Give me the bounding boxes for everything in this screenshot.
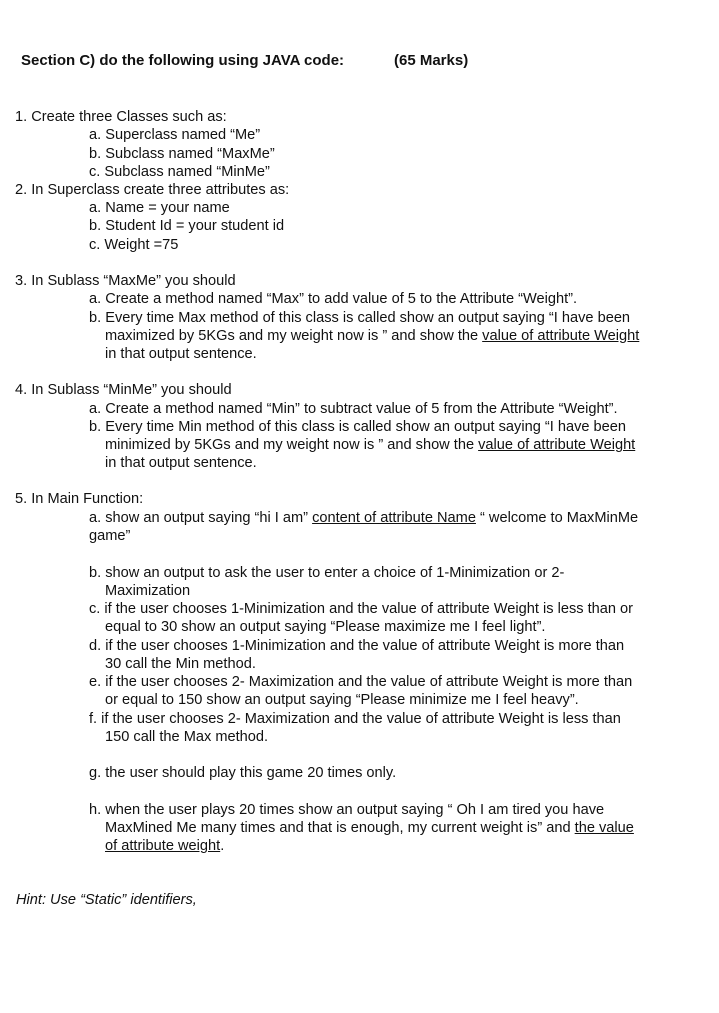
question-5-item-a-line2: game” [89,528,131,544]
question-3-b-text: maximized by 5KGs and my weight now is ” and show the [105,328,483,344]
question-5-item-h-line2 [105,819,634,837]
question-4-b-underlined: value of attribute Weight [478,437,636,453]
question-4-item-b-line3: in that output sentence. [105,455,257,471]
question-5-h-underlined: the value [574,820,634,836]
hint-text: Hint: Use “Static” identifiers, [16,892,197,908]
question-5-item-d-line1: d. if the user chooses 1-Minimization and the value of attribute Weight is more than [89,638,625,654]
question-5-item-c-line2: equal to 30 show an output saying “Please maximize me I feel light”. [105,619,546,635]
question-3-item-b-line3: in that output sentence. [105,346,257,362]
question-5-h-text: MaxMined Me many times and that is enough, my current weight is” and [105,820,575,836]
question-5-a-text: a. show an output saying “hi I am” [89,510,313,526]
question-5-item-f-line2: 150 call the Max method. [105,729,269,745]
question-4-item-a: a. Create a method named “Min” to subtract value of 5 from the Attribute “Weight”. [89,401,618,417]
question-4-item-b-line1: b. Every time Min method of this class is called show an output saying “I have been [89,419,626,435]
question-5-item-b-line2: Maximization [105,583,191,599]
section-marks: (65 Marks) [394,52,469,69]
question-2-item-a: a. Name = your name [89,200,230,216]
question-1-item-a: a. Superclass named “Me” [89,127,261,143]
question-1-title: 1. Create three Classes such as: [15,109,227,125]
question-4-b-text: minimized by 5KGs and my weight now is ” and show the [105,437,479,453]
question-2-title: 2. In Superclass create three attributes as: [15,182,290,198]
question-5-item-f-line1: f. if the user chooses 2- Maximization and the value of attribute Weight is less than [89,711,621,727]
question-5-item-a-line1 [89,509,638,527]
question-5-h-underlined-2: of attribute weight [105,838,221,854]
question-5-item-g: g. the user should play this game 20 times only. [89,765,397,781]
question-5-item-h-line1: h. when the user plays 20 times show an output saying “ Oh I am tired you have [89,802,605,818]
question-2-item-c: c. Weight =75 [89,237,179,253]
question-5-item-b-line1: b. show an output to ask the user to enter a choice of 1-Minimization or 2- [89,565,565,581]
question-3-item-b-line2 [105,327,639,345]
question-5-item-e-line2: or equal to 150 show an output saying “Please minimize me I feel heavy”. [105,692,579,708]
question-3-title: 3. In Sublass “MaxMe” you should [15,273,236,289]
question-4-item-b-line2 [105,436,635,454]
question-5-h-end: . [220,838,225,854]
question-5-a-underlined: content of attribute Name [312,510,476,526]
question-5-item-c-line1: c. if the user chooses 1-Minimization and the value of attribute Weight is less than or [89,601,634,617]
question-5-item-h-line3 [105,837,224,855]
section-header [21,52,469,69]
question-3-item-a: a. Create a method named “Max” to add value of 5 to the Attribute “Weight”. [89,291,578,307]
question-1-item-b: b. Subclass named “MaxMe” [89,146,275,162]
section-title: Section C) do the following using JAVA code: [21,52,345,69]
question-3-b-underlined: value of attribute Weight [482,328,640,344]
question-5-title: 5. In Main Function: [15,491,144,507]
question-5-a-end: “ welcome to MaxMinMe [475,510,639,526]
question-2-item-b: b. Student Id = your student id [89,218,285,234]
question-5-item-e-line1: e. if the user chooses 2- Maximization and the value of attribute Weight is more than [89,674,633,690]
question-5-item-d-line2: 30 call the Min method. [105,656,256,672]
question-4-title: 4. In Sublass “MinMe” you should [15,382,232,398]
question-3-item-b-line1: b. Every time Max method of this class is called show an output saying “I have been [89,310,631,326]
question-1-item-c: c. Subclass named “MinMe” [89,164,270,180]
